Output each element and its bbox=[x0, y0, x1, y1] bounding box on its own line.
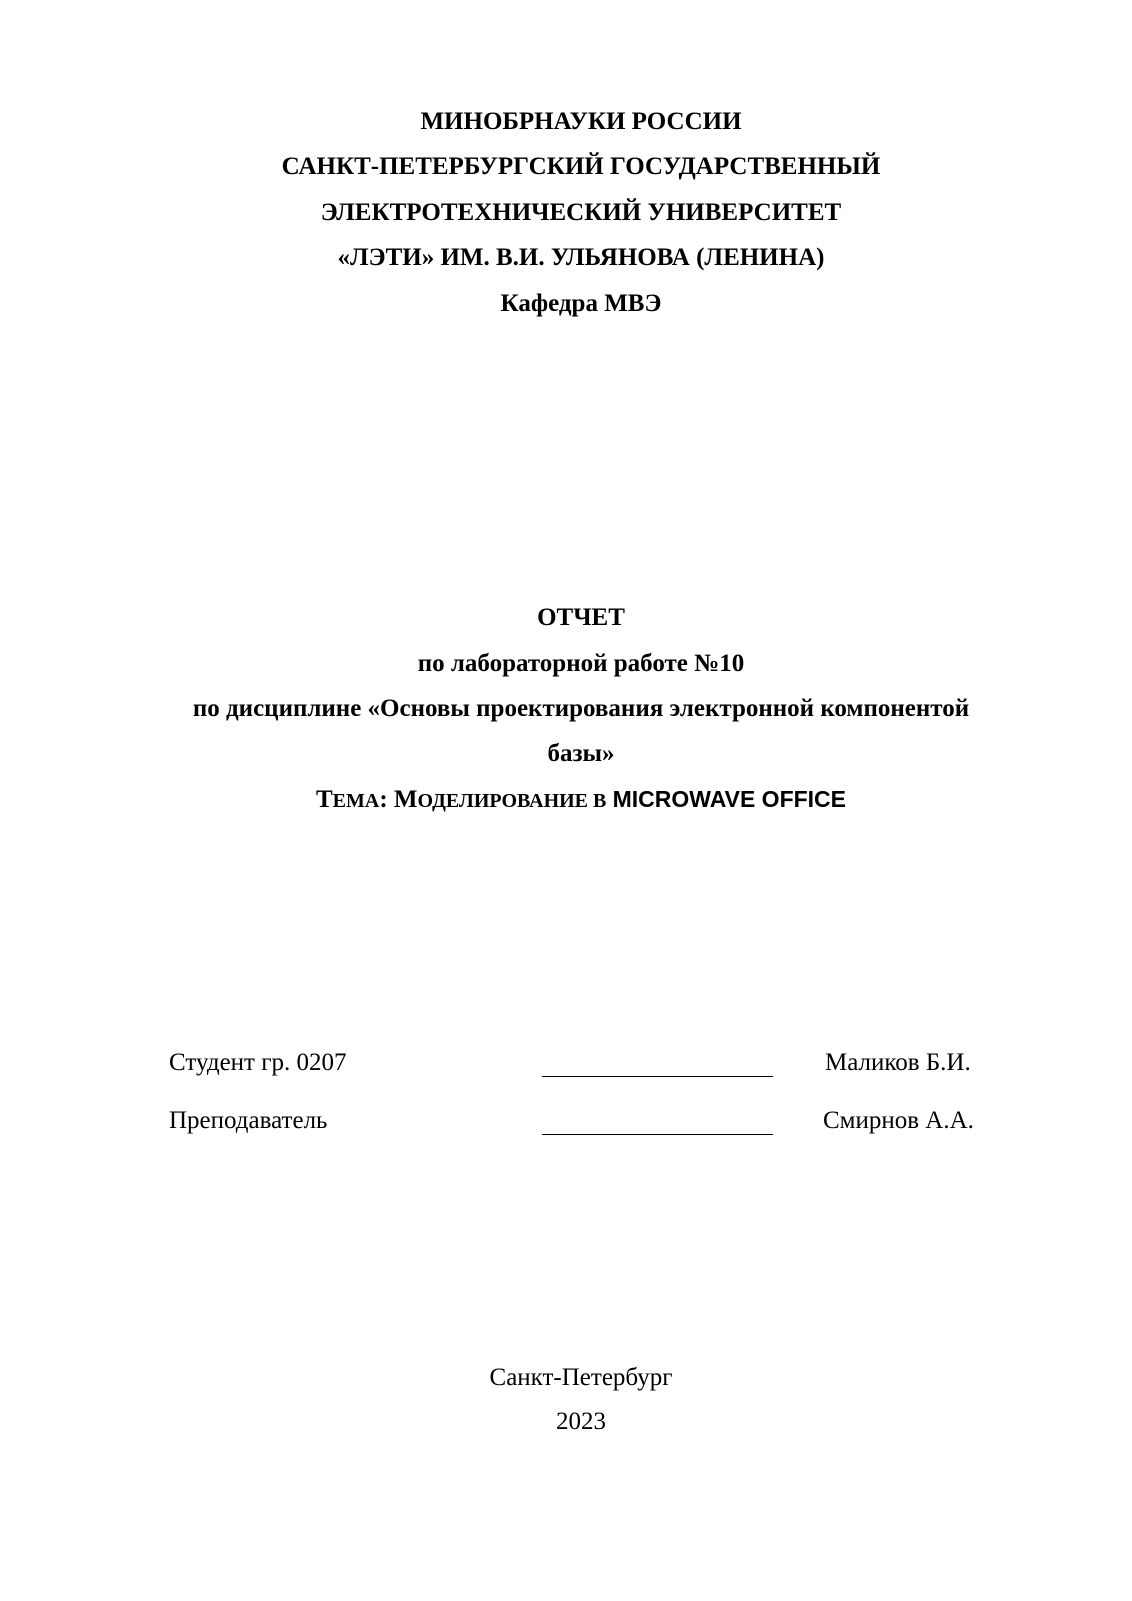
lab-work-line: по лабораторной работе №10 bbox=[417, 650, 745, 677]
student-name: Маликов Б.И. bbox=[825, 1049, 971, 1076]
footer-year: 2023 bbox=[556, 1408, 606, 1435]
university-line-2: ЭЛЕКТРОТЕХНИЧЕСКИЙ УНИВЕРСИТЕТ bbox=[320, 199, 842, 226]
ministry-line: МИНОБРНАУКИ РОССИИ bbox=[420, 108, 742, 135]
report-title: ОТЧЕТ bbox=[537, 604, 625, 631]
topic-m-cap: М bbox=[393, 786, 418, 813]
discipline-line-2: базы» bbox=[547, 740, 615, 767]
topic-line bbox=[30, 783, 1132, 817]
discipline-line-1: по дисциплине «Основы проектирования электронной компонентой bbox=[192, 695, 970, 722]
university-line-3: «ЛЭТИ» ИМ. В.И. УЛЬЯНОВА (ЛЕНИНА) bbox=[337, 244, 825, 271]
topic-t-cap: Т bbox=[315, 786, 333, 813]
topic-software: MICROWAVE OFFICE bbox=[612, 786, 847, 812]
footer-city: Санкт-Петербург bbox=[489, 1364, 673, 1391]
university-line-1: САНКТ-ПЕТЕРБУРГСКИЙ ГОСУДАРСТВЕННЫЙ bbox=[281, 153, 881, 180]
topic-colon: : bbox=[379, 786, 394, 813]
student-label: Студент гр. 0207 bbox=[169, 1049, 347, 1076]
topic-t-rest: ЕМА bbox=[332, 790, 380, 812]
student-signature-line bbox=[542, 1076, 773, 1077]
teacher-signature-line bbox=[542, 1134, 773, 1135]
topic-m-rest: ОДЕЛИРОВАНИЕ В bbox=[417, 790, 607, 812]
teacher-name: Смирнов А.А. bbox=[823, 1107, 974, 1134]
department-line: Кафедра МВЭ bbox=[500, 290, 662, 317]
teacher-label: Преподаватель bbox=[169, 1107, 328, 1134]
